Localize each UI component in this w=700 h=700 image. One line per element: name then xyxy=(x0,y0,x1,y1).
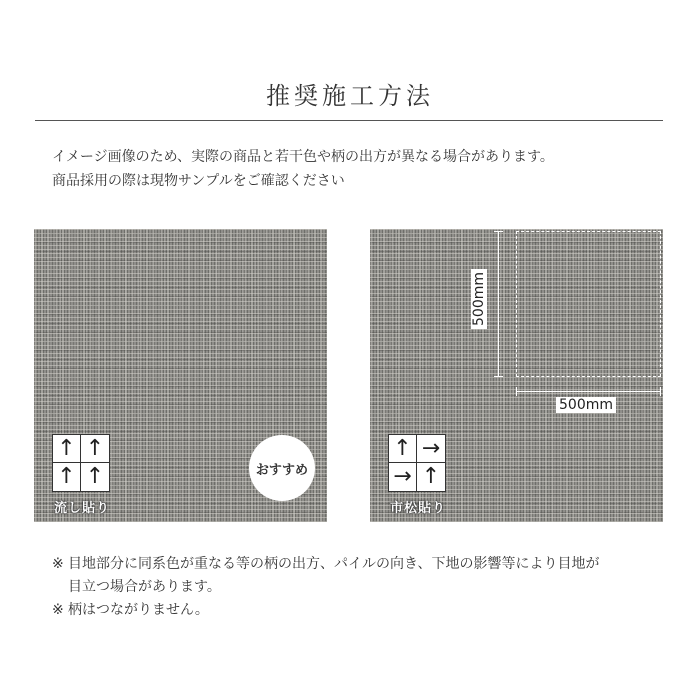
dimension-tick xyxy=(494,231,503,232)
carpet-sample-straight xyxy=(34,229,327,522)
arrow-up-icon: ↑ xyxy=(53,463,81,491)
notes xyxy=(52,553,599,622)
note-1-text: 目地部分に同系色が重なる等の柄の出方、パイルの向き、下地の影響等により目地が xyxy=(68,556,600,572)
arrow-right-icon: → xyxy=(417,435,445,463)
dimension-line-vertical xyxy=(498,231,499,377)
note-2-text: 柄はつながりません。 xyxy=(68,602,209,618)
pile-direction-diagram xyxy=(52,434,110,492)
recommended-badge: おすすめ xyxy=(249,435,315,501)
tile-outline xyxy=(516,231,661,377)
note-mark: ※ xyxy=(52,602,64,618)
arrow-up-icon: ↑ xyxy=(421,464,441,489)
note-2 xyxy=(52,599,599,622)
arrow-up-icon: ↑ xyxy=(389,435,417,463)
page-title: 推奨施工方法 xyxy=(266,82,434,110)
arrow-up-icon: ↑ xyxy=(53,435,81,463)
arrow-up-icon: ↑ xyxy=(81,435,109,463)
pile-direction-diagram xyxy=(388,434,446,492)
carpet-sample-checkerboard xyxy=(370,229,663,522)
title-divider xyxy=(35,120,663,121)
layout-label-straight: 流し貼り xyxy=(54,501,111,516)
arrow-up-icon: ↑ xyxy=(85,464,105,489)
note-1 xyxy=(52,553,599,576)
intro-text xyxy=(52,145,554,193)
dimension-label-vertical: 500mm xyxy=(466,259,492,339)
intro-line-1: イメージ画像のため、実際の商品と若干色や柄の出方が異なる場合があります。 xyxy=(52,149,554,165)
dimension-label-horizontal: 500mm xyxy=(556,397,616,413)
note-mark: ※ xyxy=(52,556,64,572)
layout-label-checkerboard: 市松貼り xyxy=(390,501,447,516)
dimension-line-horizontal xyxy=(516,391,661,392)
note-1-continued: 目立つ場合があります。 xyxy=(68,579,221,595)
dimension-tick xyxy=(494,376,503,377)
intro-line-2: 商品採用の際は現物サンプルをご確認ください xyxy=(52,173,345,189)
dimension-tick xyxy=(516,387,517,396)
dimension-tick xyxy=(660,387,661,396)
arrow-right-icon: → xyxy=(389,463,417,491)
